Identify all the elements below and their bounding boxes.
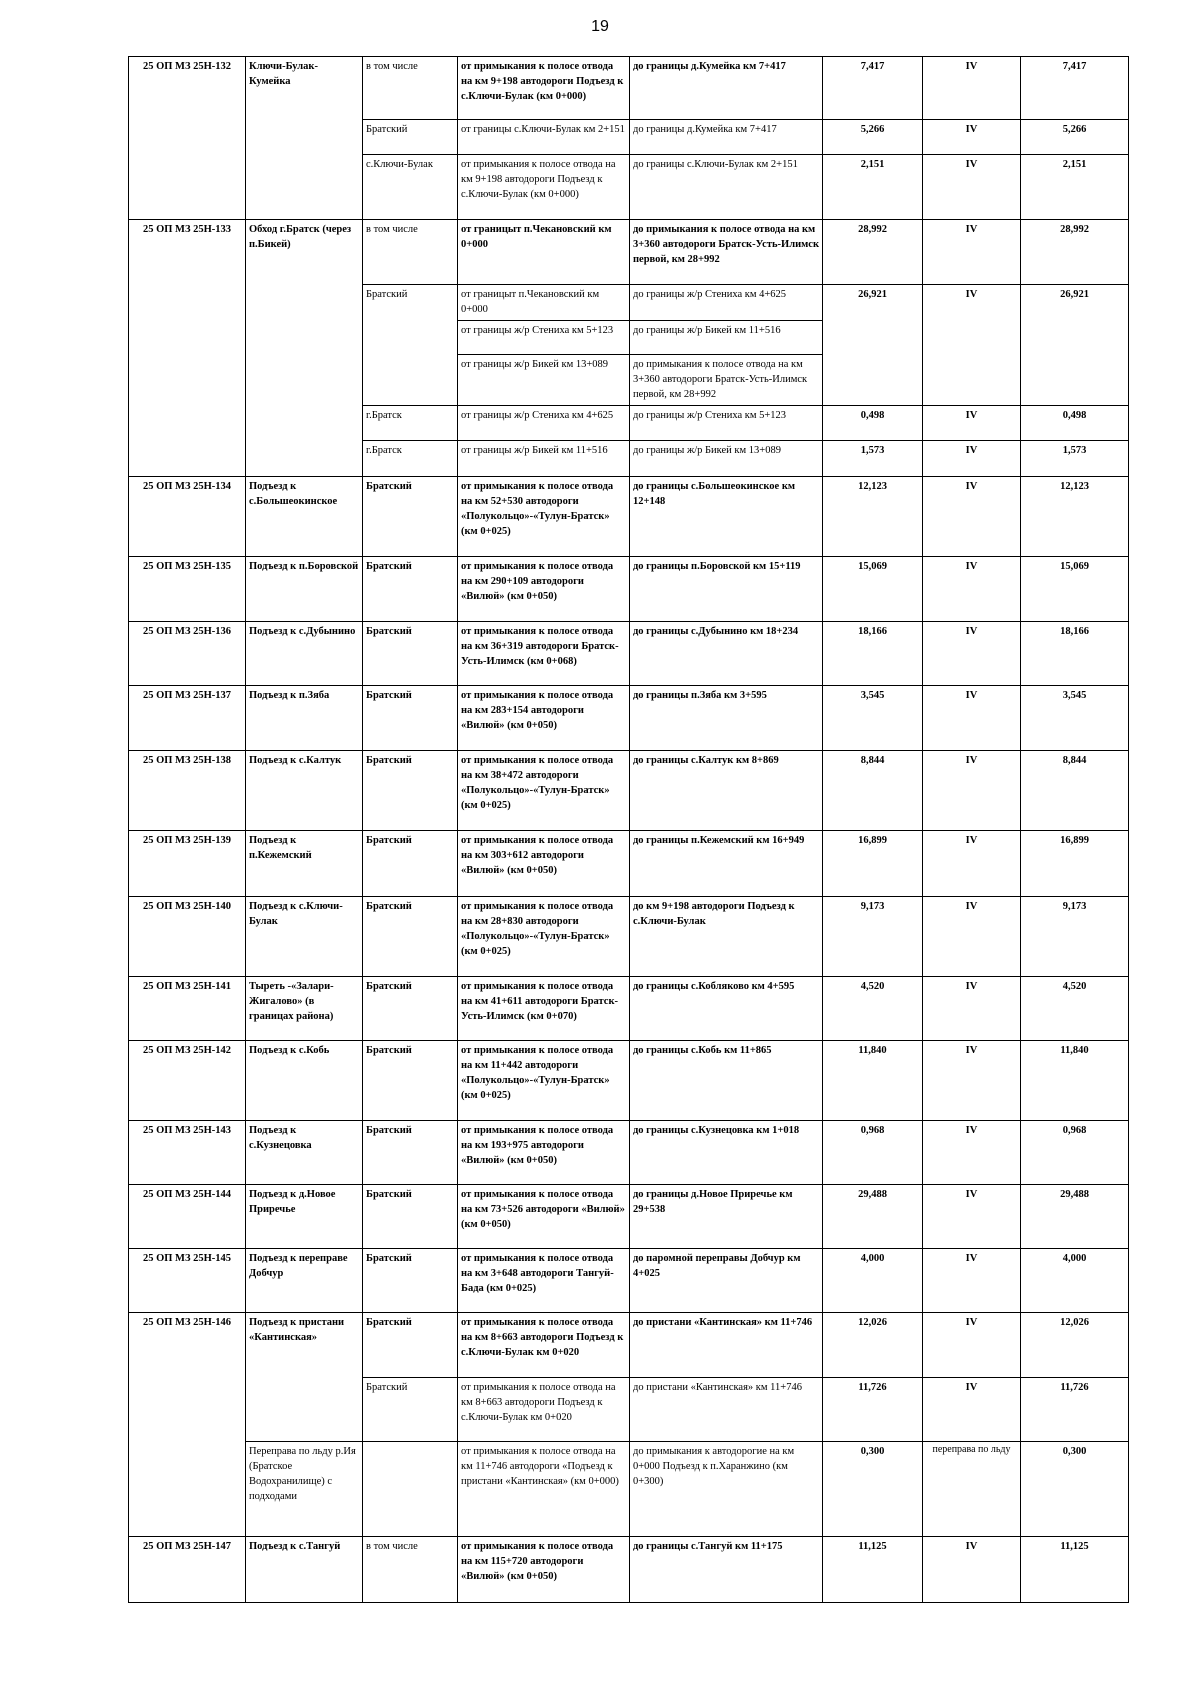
road-name: Подъезд к с.Большеокинское (246, 476, 363, 556)
table-row (129, 830, 1129, 896)
road-id: 25 ОП МЗ 25Н-138 (129, 750, 246, 830)
category-cell: IV (923, 120, 1021, 155)
to-cell: до границы с.Тангуй км 11+175 (630, 1536, 823, 1602)
length-cell: 11,840 (823, 1040, 923, 1120)
from-cell: от примыкания к полосе отвода на км 28+830 автодороги «Полукольцо»-«Тулун-Братск» (км 0+025) (458, 896, 630, 976)
to-cell: до границы п.Боровской км 15+119 (630, 556, 823, 621)
to-cell: до границы с.Кобляково км 4+595 (630, 976, 823, 1040)
from-cell: от примыкания к полосе отвода на км 115+720 автодороги «Вилюй» (км 0+050) (458, 1536, 630, 1602)
total-cell: 0,498 (1021, 405, 1129, 440)
to-cell: до примыкания к автодорогие на км 0+000 Подъезд к п.Харанжино (км 0+300) (630, 1441, 823, 1536)
category-cell: IV (923, 440, 1021, 476)
category-cell: IV (923, 896, 1021, 976)
table-row (129, 976, 1129, 1040)
from-cell: от примыкания к полосе отвода на км 38+472 автодороги «Полукольцо»-«Тулун-Братск» (км 0+025) (458, 750, 630, 830)
table-row (129, 57, 1129, 120)
to-cell: до примыкания к полосе отвода на км 3+360 автодороги Братск-Усть-Илимск первой, км 28+992 (630, 220, 823, 285)
road-id: 25 ОП МЗ 25Н-132 (129, 57, 246, 220)
category-cell: IV (923, 476, 1021, 556)
from-cell: от примыкания к полосе отвода на км 303+612 автодороги «Вилюй» (км 0+050) (458, 830, 630, 896)
total-cell: 12,026 (1021, 1312, 1129, 1377)
district-cell: Братский (363, 685, 458, 750)
total-cell: 2,151 (1021, 155, 1129, 220)
from-cell: от границыт п.Чекановский км 0+000 (458, 285, 630, 321)
district-cell: Братский (363, 976, 458, 1040)
to-cell: до границы с.Дубынино км 18+234 (630, 621, 823, 685)
category-cell: IV (923, 155, 1021, 220)
road-id: 25 ОП МЗ 25Н-145 (129, 1248, 246, 1312)
district-cell: Братский (363, 120, 458, 155)
road-id: 25 ОП МЗ 25Н-135 (129, 556, 246, 621)
road-id: 25 ОП МЗ 25Н-147 (129, 1536, 246, 1602)
to-cell: до границы ж/р Стениха км 5+123 (630, 405, 823, 440)
district-cell: Братский (363, 830, 458, 896)
from-cell: от примыкания к полосе отвода на км 11+442 автодороги «Полукольцо»-«Тулун-Братск» (км 0+025) (458, 1040, 630, 1120)
total-cell: 26,921 (1021, 285, 1129, 406)
length-cell: 18,166 (823, 621, 923, 685)
length-cell: 5,266 (823, 120, 923, 155)
category-cell: IV (923, 1184, 1021, 1248)
district-cell: Братский (363, 285, 458, 406)
to-cell: до границы п.Зяба км 3+595 (630, 685, 823, 750)
district-cell: г.Братск (363, 440, 458, 476)
from-cell: от примыкания к полосе отвода на км 36+319 автодороги Братск-Усть-Илимск (км 0+068) (458, 621, 630, 685)
road-name: Подъезд к с.Кузнецовка (246, 1120, 363, 1184)
table-row (129, 1248, 1129, 1312)
table-row (129, 750, 1129, 830)
table-row (129, 621, 1129, 685)
to-cell: до примыкания к полосе отвода на км 3+360 автодороги Братск-Усть-Илимск первой, км 28+992 (630, 355, 823, 406)
district-cell: в том числе (363, 1536, 458, 1602)
road-id: 25 ОП МЗ 25Н-134 (129, 476, 246, 556)
from-cell: от границы с.Ключи-Булак км 2+151 (458, 120, 630, 155)
district-cell: г.Братск (363, 405, 458, 440)
from-cell: от примыкания к полосе отвода на км 11+746 автодороги «Подъезд к пристани «Кантинская» (км 0+000) (458, 1441, 630, 1536)
district-cell: Братский (363, 1312, 458, 1377)
table-row (129, 556, 1129, 621)
total-cell: 0,968 (1021, 1120, 1129, 1184)
category-cell: IV (923, 556, 1021, 621)
road-name: Тыреть -«Залари-Жигалово» (в границах района) (246, 976, 363, 1040)
to-cell: до границы с.Кузнецовка км 1+018 (630, 1120, 823, 1184)
road-id: 25 ОП МЗ 25Н-136 (129, 621, 246, 685)
district-cell: Братский (363, 1377, 458, 1441)
road-name: Обход г.Братск (через п.Бикей) (246, 220, 363, 477)
district-cell: Братский (363, 476, 458, 556)
length-cell: 4,000 (823, 1248, 923, 1312)
length-cell: 12,026 (823, 1312, 923, 1377)
district-cell: Братский (363, 1040, 458, 1120)
table-row (129, 896, 1129, 976)
total-cell: 0,300 (1021, 1441, 1129, 1536)
road-name: Подъезд к с.Дубынино (246, 621, 363, 685)
road-name: Переправа по льду р.Ия (Братское Водохранилище) с подходами (246, 1441, 363, 1536)
length-cell: 11,125 (823, 1536, 923, 1602)
road-id: 25 ОП МЗ 25Н-142 (129, 1040, 246, 1120)
total-cell: 9,173 (1021, 896, 1129, 976)
category-cell: IV (923, 1312, 1021, 1377)
from-cell: от примыкания к полосе отвода на км 52+530 автодороги «Полукольцо»-«Тулун-Братск» (км 0+025) (458, 476, 630, 556)
road-id: 25 ОП МЗ 25Н-139 (129, 830, 246, 896)
district-cell: Братский (363, 621, 458, 685)
road-name: Подъезд к с.Тангуй (246, 1536, 363, 1602)
total-cell: 11,125 (1021, 1536, 1129, 1602)
length-cell: 4,520 (823, 976, 923, 1040)
length-cell: 0,968 (823, 1120, 923, 1184)
length-cell: 2,151 (823, 155, 923, 220)
total-cell: 4,000 (1021, 1248, 1129, 1312)
district-cell: Братский (363, 1248, 458, 1312)
to-cell: до границы п.Кежемский км 16+949 (630, 830, 823, 896)
category-cell: IV (923, 830, 1021, 896)
from-cell: от границы ж/р Стениха км 4+625 (458, 405, 630, 440)
total-cell: 29,488 (1021, 1184, 1129, 1248)
to-cell: до границы с.Калтук км 8+869 (630, 750, 823, 830)
road-name: Ключи-Булак-Кумейка (246, 57, 363, 220)
from-cell: от примыкания к полосе отвода на км 290+109 автодороги «Вилюй» (км 0+050) (458, 556, 630, 621)
category-cell: IV (923, 285, 1021, 406)
district-cell: Братский (363, 750, 458, 830)
road-name: Подъезд к с.Ключи-Булак (246, 896, 363, 976)
page-number: 19 (591, 18, 609, 35)
length-cell: 11,726 (823, 1377, 923, 1441)
road-name: Подъезд к д.Новое Приречье (246, 1184, 363, 1248)
length-cell: 26,921 (823, 285, 923, 406)
total-cell: 12,123 (1021, 476, 1129, 556)
length-cell: 9,173 (823, 896, 923, 976)
from-cell: от границы ж/р Бикей км 13+089 (458, 355, 630, 406)
road-name: Подъезд к с.Калтук (246, 750, 363, 830)
district-cell (363, 1441, 458, 1536)
length-cell: 29,488 (823, 1184, 923, 1248)
length-cell: 16,899 (823, 830, 923, 896)
road-name: Подъезд к п.Зяба (246, 685, 363, 750)
district-cell: с.Ключи-Булак (363, 155, 458, 220)
category-cell: IV (923, 405, 1021, 440)
length-cell: 12,123 (823, 476, 923, 556)
road-id: 25 ОП МЗ 25Н-137 (129, 685, 246, 750)
total-cell: 1,573 (1021, 440, 1129, 476)
from-cell: от примыкания к полосе отвода на км 9+198 автодороги Подъезд к с.Ключи-Булак (км 0+000) (458, 57, 630, 120)
table-row (129, 220, 1129, 285)
from-cell: от границыт п.Чекановский км 0+000 (458, 220, 630, 285)
from-cell: от границы ж/р Стениха км 5+123 (458, 321, 630, 355)
table-row (129, 1312, 1129, 1377)
from-cell: от примыкания к полосе отвода на км 8+663 автодороги Подъезд к с.Ключи-Булак км 0+020 (458, 1377, 630, 1441)
total-cell: 7,417 (1021, 57, 1129, 120)
total-cell: 15,069 (1021, 556, 1129, 621)
district-cell: в том числе (363, 220, 458, 285)
length-cell: 28,992 (823, 220, 923, 285)
total-cell: 5,266 (1021, 120, 1129, 155)
road-id: 25 ОП МЗ 25Н-140 (129, 896, 246, 976)
total-cell: 4,520 (1021, 976, 1129, 1040)
to-cell: до границы с.Кобь км 11+865 (630, 1040, 823, 1120)
to-cell: до паромной переправы Добчур км 4+025 (630, 1248, 823, 1312)
total-cell: 18,166 (1021, 621, 1129, 685)
to-cell: до границы ж/р Бикей км 11+516 (630, 321, 823, 355)
road-id: 25 ОП МЗ 25Н-143 (129, 1120, 246, 1184)
to-cell: до границы д.Новое Приречье км 29+538 (630, 1184, 823, 1248)
to-cell: до границы д.Кумейка км 7+417 (630, 120, 823, 155)
category-cell: IV (923, 1536, 1021, 1602)
district-cell: Братский (363, 1120, 458, 1184)
road-name: Подъезд к переправе Добчур (246, 1248, 363, 1312)
category-cell: IV (923, 1120, 1021, 1184)
total-cell: 3,545 (1021, 685, 1129, 750)
category-cell: IV (923, 621, 1021, 685)
total-cell: 16,899 (1021, 830, 1129, 896)
from-cell: от примыкания к полосе отвода на км 193+975 автодороги «Вилюй» (км 0+050) (458, 1120, 630, 1184)
road-id: 25 ОП МЗ 25Н-144 (129, 1184, 246, 1248)
total-cell: 28,992 (1021, 220, 1129, 285)
table-row (129, 1040, 1129, 1120)
from-cell: от примыкания к полосе отвода на км 8+663 автодороги Подъезд к с.Ключи-Булак км 0+020 (458, 1312, 630, 1377)
road-id: 25 ОП МЗ 25Н-133 (129, 220, 246, 477)
road-name: Подъезд к пристани «Кантинская» (246, 1312, 363, 1441)
from-cell: от примыкания к полосе отвода на км 9+198 автодороги Подъезд к с.Ключи-Булак (км 0+000) (458, 155, 630, 220)
to-cell: до км 9+198 автодороги Подъезд к с.Ключи-Булак (630, 896, 823, 976)
length-cell: 0,498 (823, 405, 923, 440)
from-cell: от примыкания к полосе отвода на км 41+611 автодороги Братск-Усть-Илимск (км 0+070) (458, 976, 630, 1040)
to-cell: до пристани «Кантинская» км 11+746 (630, 1377, 823, 1441)
road-name: Подъезд к п.Кежемский (246, 830, 363, 896)
length-cell: 7,417 (823, 57, 923, 120)
category-cell: IV (923, 1040, 1021, 1120)
to-cell: до границы д.Кумейка км 7+417 (630, 57, 823, 120)
district-cell: Братский (363, 896, 458, 976)
table-row (129, 1120, 1129, 1184)
length-cell: 0,300 (823, 1441, 923, 1536)
length-cell: 8,844 (823, 750, 923, 830)
total-cell: 8,844 (1021, 750, 1129, 830)
from-cell: от примыкания к полосе отвода на км 3+648 автодороги Тангуй-Бада (км 0+025) (458, 1248, 630, 1312)
to-cell: до границы ж/р Стениха км 4+625 (630, 285, 823, 321)
table-row (129, 1184, 1129, 1248)
category-cell: IV (923, 685, 1021, 750)
category-cell: IV (923, 57, 1021, 120)
road-id: 25 ОП МЗ 25Н-141 (129, 976, 246, 1040)
from-cell: от примыкания к полосе отвода на км 283+154 автодороги «Вилюй» (км 0+050) (458, 685, 630, 750)
district-cell: Братский (363, 1184, 458, 1248)
to-cell: до границы с.Ключи-Булак км 2+151 (630, 155, 823, 220)
road-name: Подъезд к с.Кобь (246, 1040, 363, 1120)
table-row (129, 685, 1129, 750)
category-cell: IV (923, 1377, 1021, 1441)
length-cell: 3,545 (823, 685, 923, 750)
table-row (129, 476, 1129, 556)
district-cell: Братский (363, 556, 458, 621)
to-cell: до границы с.Большеокинское км 12+148 (630, 476, 823, 556)
district-cell: в том числе (363, 57, 458, 120)
category-cell: IV (923, 1248, 1021, 1312)
road-name: Подъезд к п.Боровской (246, 556, 363, 621)
roads-table (128, 56, 1129, 1603)
to-cell: до границы ж/р Бикей км 13+089 (630, 440, 823, 476)
table-row (129, 1536, 1129, 1602)
from-cell: от примыкания к полосе отвода на км 73+526 автодороги «Вилюй» (км 0+050) (458, 1184, 630, 1248)
total-cell: 11,726 (1021, 1377, 1129, 1441)
to-cell: до пристани «Кантинская» км 11+746 (630, 1312, 823, 1377)
table-row (129, 1441, 1129, 1536)
length-cell: 15,069 (823, 556, 923, 621)
category-cell: переправа по льду (923, 1441, 1021, 1536)
category-cell: IV (923, 976, 1021, 1040)
category-cell: IV (923, 220, 1021, 285)
category-cell: IV (923, 750, 1021, 830)
total-cell: 11,840 (1021, 1040, 1129, 1120)
length-cell: 1,573 (823, 440, 923, 476)
road-id: 25 ОП МЗ 25Н-146 (129, 1312, 246, 1536)
from-cell: от границы ж/р Бикей км 11+516 (458, 440, 630, 476)
